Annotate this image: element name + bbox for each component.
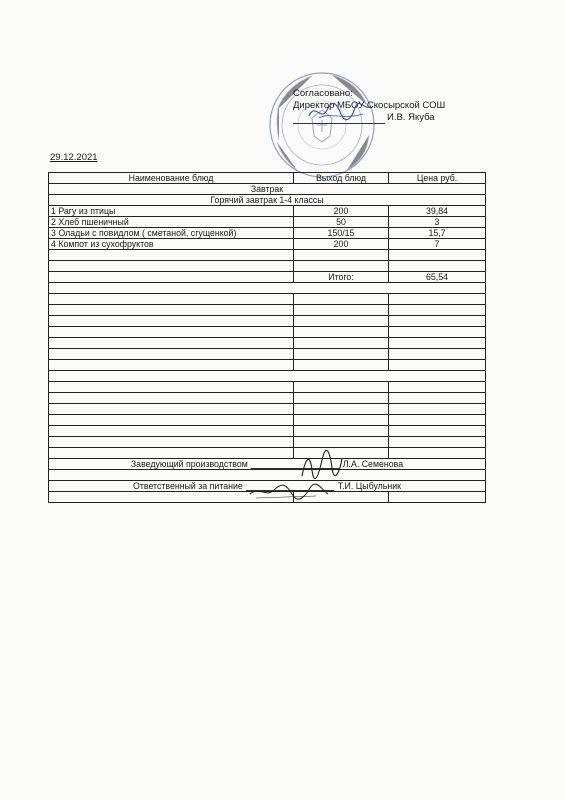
empty-row <box>49 327 486 338</box>
total-row <box>49 272 486 283</box>
empty-row <box>49 338 486 349</box>
header-yield: Выход блюд <box>294 173 389 184</box>
table-row <box>49 228 486 239</box>
production-head-cell <box>49 459 486 470</box>
empty-row <box>49 426 486 437</box>
empty-row <box>49 360 486 371</box>
empty-row <box>49 404 486 415</box>
dish-name: 2 Хлеб пшеничный <box>49 217 294 228</box>
menu-table <box>48 172 486 503</box>
table-row <box>49 239 486 250</box>
empty-row <box>49 470 486 481</box>
empty-row <box>49 393 486 404</box>
nutrition-resp-name: Т.И. Цыбульник <box>337 481 401 491</box>
empty-row <box>49 437 486 448</box>
production-head-label: Заведующий производством <box>130 459 248 469</box>
approval-position: Директор МБОУ Скосырской СОШ <box>293 100 446 111</box>
empty-row <box>49 283 486 294</box>
nutrition-resp-signature <box>246 480 331 502</box>
dish-name: 4 Компот из сухофруктов <box>49 239 294 250</box>
production-head-name: Л.А. Семенова <box>342 459 404 469</box>
production-head-signature <box>296 450 346 480</box>
approval-heading: Согласовано: <box>293 88 353 99</box>
dish-price: 15,7 <box>389 228 486 239</box>
table-row <box>49 217 486 228</box>
table-row <box>49 206 486 217</box>
dish-price: 7 <box>389 239 486 250</box>
document-date: 29.12.2021 <box>50 152 98 163</box>
header-dish-name: Наименование блюд <box>49 173 294 184</box>
section-row <box>49 184 486 195</box>
empty-row <box>49 448 486 459</box>
empty-row <box>49 294 486 305</box>
dish-yield: 50 <box>294 217 389 228</box>
approval-signer-name: И.В. Якуба <box>387 112 435 123</box>
table-header-row <box>49 173 486 184</box>
production-head-row <box>49 459 486 470</box>
empty-row <box>49 316 486 327</box>
empty-row <box>49 305 486 316</box>
empty-row <box>49 415 486 426</box>
empty-row <box>49 371 486 382</box>
total-value: 65,54 <box>389 272 486 283</box>
empty-row <box>49 382 486 393</box>
subsection-title: Горячий завтрак 1-4 классы <box>49 195 486 206</box>
dish-name: 3 Оладьи с повидлом ( сметаной, сгущенкой) <box>49 228 294 239</box>
empty-row <box>49 250 486 261</box>
nutrition-resp-label: Ответственный за питание <box>133 481 243 491</box>
director-signature <box>305 98 375 126</box>
dish-yield: 200 <box>294 239 389 250</box>
dish-name: 1 Рагу из птицы <box>49 206 294 217</box>
empty-row <box>49 349 486 360</box>
empty-row <box>49 261 486 272</box>
dish-yield: 150/15 <box>294 228 389 239</box>
subsection-row <box>49 195 486 206</box>
dish-yield: 200 <box>294 206 389 217</box>
section-title: Завтрак <box>49 184 486 195</box>
dish-price: 3 <box>389 217 486 228</box>
dish-price: 39,84 <box>389 206 486 217</box>
header-price: Цена руб. <box>389 173 486 184</box>
total-label: Итого: <box>294 272 389 283</box>
